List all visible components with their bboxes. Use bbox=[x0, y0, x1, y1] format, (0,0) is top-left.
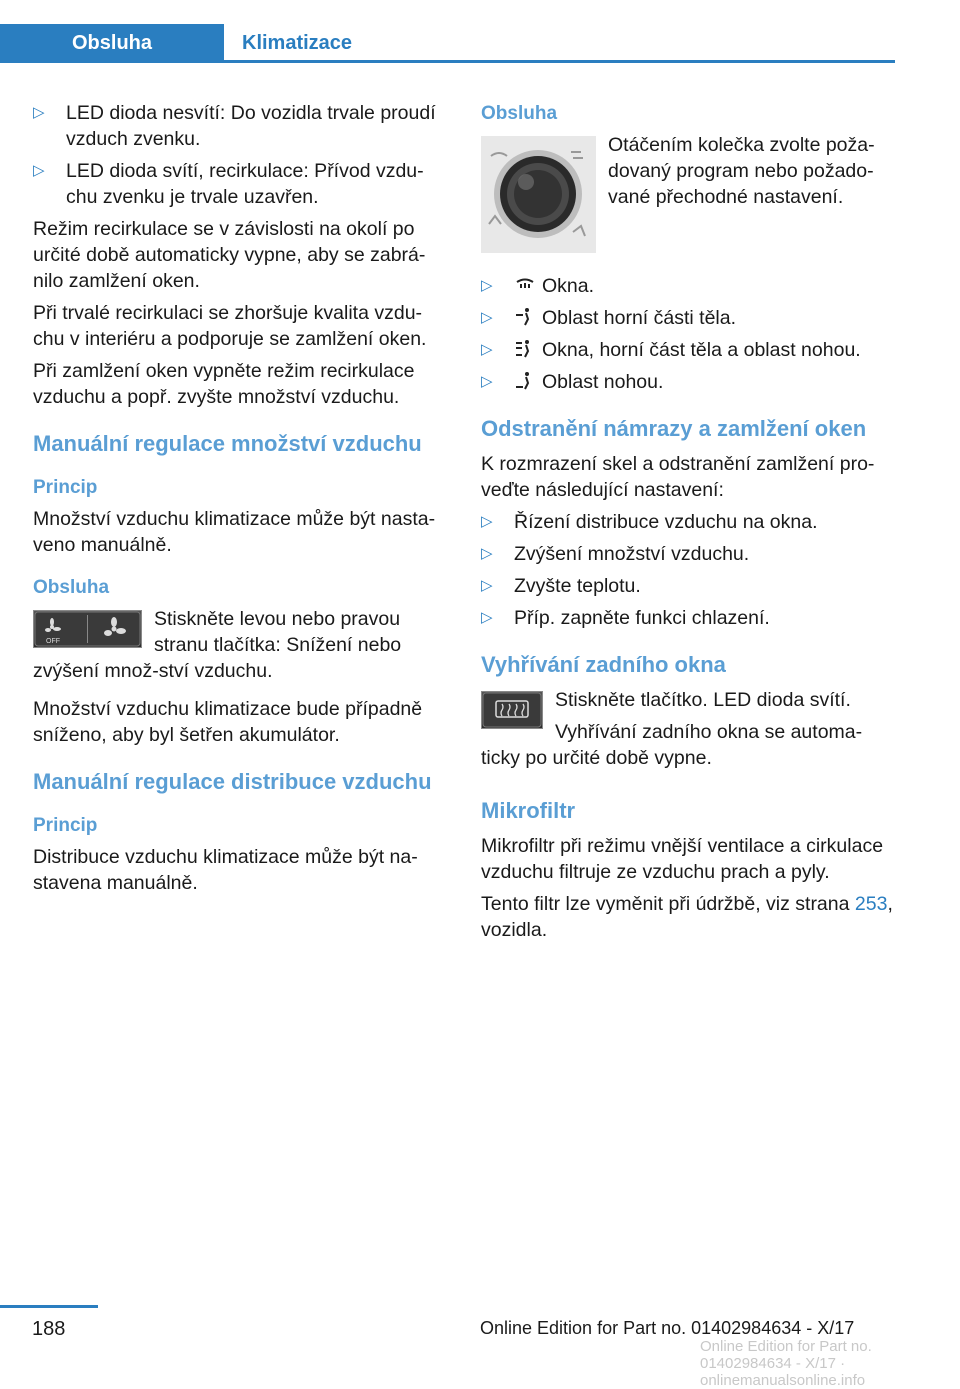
distribution-list bbox=[481, 273, 893, 395]
paragraph: Množství vzduchu klimatizace může být nasta-veno manuálně. bbox=[33, 508, 436, 556]
paragraph: Při zamlžení oken vypněte režim recirkulace vzduchu a popř. zvyšte množství vzduchu. bbox=[33, 360, 415, 408]
list-item: ▷ Zvýšení množství vzduchu. bbox=[481, 543, 750, 565]
bullet-triangle-icon: ▷ bbox=[481, 577, 493, 594]
section-heading: Vyhřívání zadního okna bbox=[481, 652, 726, 677]
fan-button-image bbox=[33, 610, 142, 648]
defrost-list bbox=[481, 509, 893, 631]
paragraph: Množství vzduchu klimatizace bude případně sníženo, aby byl šetřen akumulátor. bbox=[33, 698, 423, 746]
header-bar bbox=[0, 0, 960, 64]
bullet-triangle-icon: ▷ bbox=[481, 309, 493, 326]
rear-heat-row bbox=[481, 687, 893, 771]
list-item: ▷ Příp. zapněte funkci chlazení. bbox=[481, 607, 770, 629]
list-item: ▷ Okna. bbox=[481, 275, 595, 297]
paragraph: Při trvalé recirkulaci se zhoršuje kvalita vzdu-chu v interiéru a podporuje se zamlžení oken. bbox=[33, 302, 427, 350]
paragraph: Stiskněte levou nebo pravou stranu tlačítka: Snížení nebo zvýšení množ-ství vzduchu. bbox=[33, 608, 402, 682]
right-column bbox=[481, 100, 893, 949]
led-bullet-list bbox=[33, 100, 443, 210]
list-item: ▷ LED dioda svítí, recirkulace: Přívod vzdu-chu zvenku je trvale uzavřen. bbox=[33, 160, 424, 208]
subheading: Obsluha bbox=[481, 103, 558, 124]
footwell-vent-icon bbox=[514, 371, 536, 391]
windows-body-feet-vent-icon bbox=[514, 339, 536, 359]
section-heading: Mikrofiltr bbox=[481, 798, 576, 823]
subheading: Obsluha bbox=[33, 577, 110, 598]
paragraph: Mikrofiltr při režimu vnější ventilace a cirkulace vzduchu filtruje ze vzduchu prach a pyly. bbox=[481, 835, 884, 883]
paragraph: K rozmrazení skel a odstranění zamlžení pro-veďte následující nastavení: bbox=[481, 453, 875, 501]
list-item: ▷ Oblast nohou. bbox=[481, 371, 664, 393]
list-item: ▷ Řízení distribuce vzduchu na okna. bbox=[481, 511, 818, 533]
bullet-triangle-icon: ▷ bbox=[33, 162, 45, 179]
bullet-triangle-icon: ▷ bbox=[481, 545, 493, 562]
edition-label: Online Edition for Part no. 01402984634 - X/17 bbox=[480, 1318, 855, 1338]
bullet-triangle-icon: ▷ bbox=[33, 104, 45, 121]
section-heading: Manuální regulace množství vzduchu bbox=[33, 431, 422, 456]
page-number: 188 bbox=[32, 1318, 66, 1340]
tab-obsluha[interactable]: Obsluha bbox=[0, 24, 224, 62]
section-heading: Manuální regulace distribuce vzduchu bbox=[33, 769, 432, 794]
watermark: Online Edition for Part no. 01402984634 - X/17 · onlinemanualsonline.info bbox=[700, 1338, 872, 1389]
bullet-triangle-icon: ▷ bbox=[481, 341, 493, 358]
paragraph: Vyhřívání zadního okna se automa-ticky po určité době vypne. bbox=[481, 721, 863, 769]
section-heading: Odstranění námrazy a zamlžení oken bbox=[481, 416, 867, 441]
paragraph: Stiskněte tlačítko. LED dioda svítí. bbox=[555, 689, 851, 711]
distribution-knob-row bbox=[481, 132, 893, 257]
list-item: ▷ Oblast horní části těla. bbox=[481, 307, 737, 329]
windshield-vent-icon bbox=[514, 275, 536, 295]
bullet-triangle-icon: ▷ bbox=[481, 277, 493, 294]
list-item: ▷ Okna, horní část těla a oblast nohou. bbox=[481, 339, 861, 361]
page-reference-link[interactable]: 253 bbox=[854, 893, 888, 915]
tab-klimatizace[interactable]: Klimatizace bbox=[242, 31, 353, 54]
paragraph: Otáčením kolečka zvolte poža-dovaný program nebo požado-vané přechodné nastavení. bbox=[608, 134, 875, 208]
air-distribution-knob-image bbox=[481, 136, 596, 253]
left-column bbox=[33, 100, 443, 902]
subheading: Princip bbox=[33, 477, 98, 498]
list-item: ▷ Zvyšte teplotu. bbox=[481, 575, 641, 597]
fan-control-row bbox=[33, 606, 443, 684]
paragraph: Režim recirkulace se v závislosti na okolí po určité době automaticky vypne, aby se zabrá-nilo zamlžení oken. bbox=[33, 218, 426, 292]
list-item: ▷ LED dioda nesvítí: Do vozidla trvale proudí vzduch zvenku. bbox=[33, 102, 436, 150]
subheading: Princip bbox=[33, 815, 98, 836]
paragraph: Tento filtr lze vyměnit při údržbě, viz strana 253, vozidla. bbox=[481, 893, 893, 941]
bullet-triangle-icon: ▷ bbox=[481, 373, 493, 390]
fan-off-label: OFF bbox=[46, 638, 60, 645]
footer-rule bbox=[0, 1305, 98, 1308]
bullet-triangle-icon: ▷ bbox=[481, 609, 493, 626]
bullet-triangle-icon: ▷ bbox=[481, 513, 493, 530]
header-rule bbox=[0, 60, 895, 63]
upper-body-vent-icon bbox=[514, 307, 536, 327]
rear-window-heat-button-image bbox=[481, 691, 543, 729]
paragraph: Distribuce vzduchu klimatizace může být na-stavena manuálně. bbox=[33, 846, 418, 894]
